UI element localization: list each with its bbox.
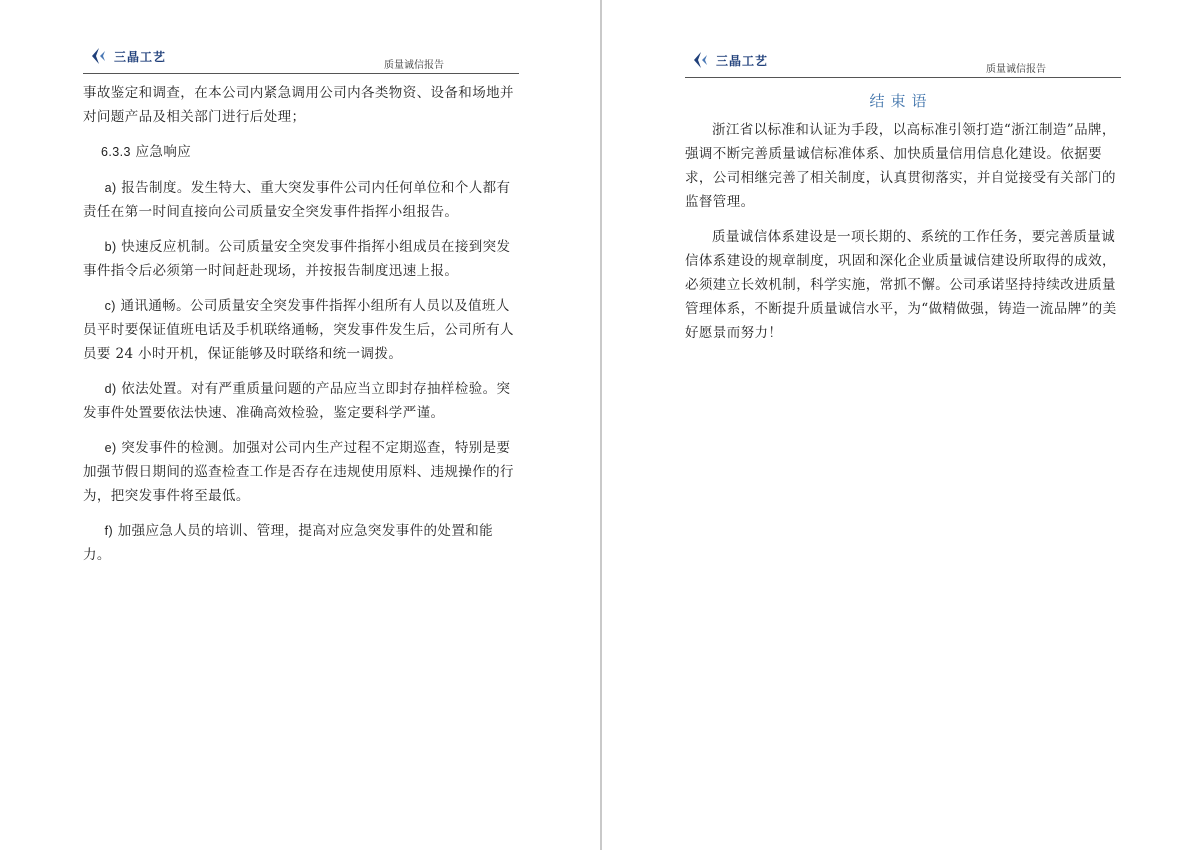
closing-paragraph: 浙江省以标准和认证为手段，以高标准引领打造“浙江制造”品牌，强调不断完善质量诚信标准体系、加快质量信用信息化建设。依据要求，公司相继完善了相关制度，认真贯彻落实，并自觉接受有关部门的监督管理。 — [685, 122, 1116, 210]
item-text: 依法处置。对有严重质量问题的产品应当立即封存抽样检验。突发事件处置要依法快速、准确高效检验，鉴定要科学严谨。 — [83, 381, 511, 421]
section-number: 6.3.3 — [101, 145, 131, 159]
continuation-paragraph: 事故鉴定和调查，在本公司内紧急调用公司内各类物资、设备和场地并对问题产品及相关部门进行后处理； — [83, 85, 514, 125]
section-heading — [83, 140, 519, 164]
item-text: 通讯通畅。公司质量安全突发事件指挥小组所有人员以及值班人员平时要保证值班电话及手机联络通畅，突发事件发生后，公司所有人员要 24 小时开机，保证能够及时联络和统一调拨。 — [83, 298, 514, 362]
logo-mark-icon — [691, 50, 711, 70]
item-marker: e) — [104, 441, 117, 455]
item-marker: b) — [104, 240, 117, 254]
logo-text: 三晶工艺 — [114, 49, 167, 64]
section-title: 应急响应 — [135, 144, 192, 160]
list-item — [83, 377, 519, 425]
logo-text: 三晶工艺 — [716, 53, 769, 68]
header-report-title: 质量诚信报告 — [986, 64, 1046, 75]
page-header — [83, 44, 519, 74]
item-marker: c) — [104, 299, 116, 313]
logo-mark-icon — [89, 46, 109, 66]
header-report-title: 质量诚信报告 — [384, 60, 444, 71]
list-item — [83, 294, 519, 366]
company-logo — [691, 50, 768, 70]
list-item — [83, 176, 519, 224]
header-rule — [685, 77, 1121, 78]
item-marker: a) — [104, 181, 117, 195]
right-body — [685, 118, 1125, 356]
closing-title: 结束语 — [869, 92, 933, 110]
item-text: 报告制度。发生特大、重大突发事件公司内任何单位和个人都有责任在第一时间直接向公司质量安全突发事件指挥小组报告。 — [83, 180, 511, 220]
item-text: 快速反应机制。公司质量安全突发事件指挥小组成员在接到突发事件指令后必须第一时间赶赴现场，并按报告制度迅速上报。 — [83, 239, 511, 279]
item-marker: f) — [104, 524, 114, 538]
item-marker: d) — [104, 382, 117, 396]
left-body — [83, 81, 519, 578]
item-text: 突发事件的检测。加强对公司内生产过程不定期巡查，特别是要加强节假日期间的巡查检查工作是否存在违规使用原料、违规操作的行为，把突发事件将至最低。 — [83, 440, 514, 504]
right-page — [602, 0, 1200, 850]
list-item — [83, 436, 519, 508]
company-logo — [89, 46, 166, 66]
closing-paragraph: 质量诚信体系建设是一项长期的、系统的工作任务，要完善质量诚信体系建设的规章制度，巩固和深化企业质量诚信建设所取得的成效，必须建立长效机制，科学实施，常抓不懈。公司承诺坚持持续改进质量管理体系，不断提升质量诚信水平，为“做精做强，铸造一流品牌”的美好愿景而努力！ — [685, 229, 1117, 341]
header-rule — [83, 73, 519, 74]
list-item — [83, 519, 519, 567]
list-item — [83, 235, 519, 283]
item-text: 加强应急人员的培训、管理，提高对应急突发事件的处置和能力。 — [83, 523, 494, 563]
page-header — [685, 48, 1121, 78]
